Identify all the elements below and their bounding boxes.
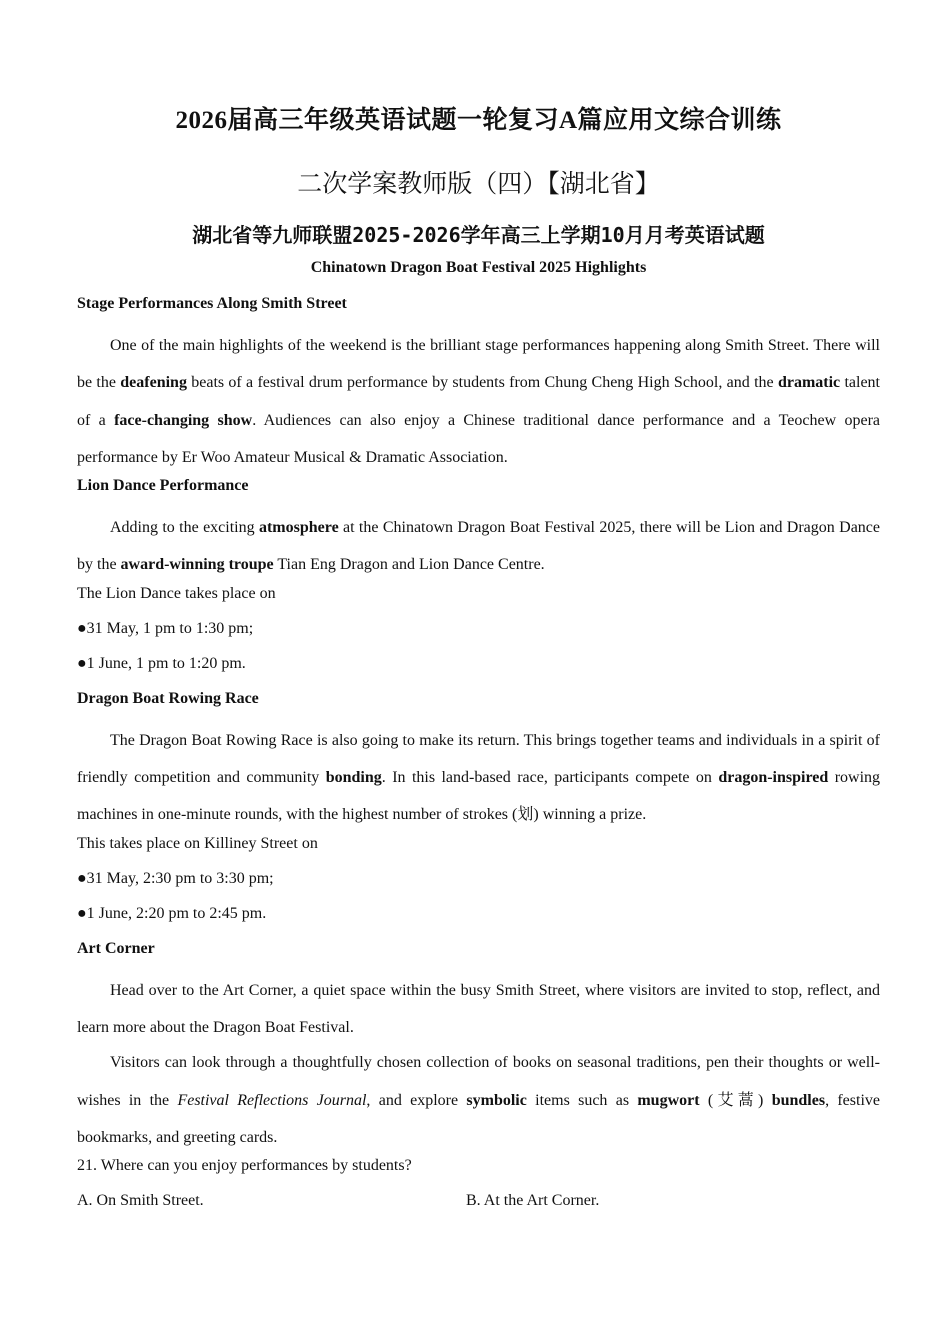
list-item: ●31 May, 1 pm to 1:30 pm;: [77, 619, 254, 637]
lion-schedule-intro: The Lion Dance takes place on: [77, 584, 276, 602]
option-b: B. At the Art Corner.: [466, 1192, 600, 1210]
section-heading-art: Art Corner: [77, 939, 155, 957]
passage-title: Chinatown Dragon Boat Festival 2025 Highlights: [310, 259, 647, 276]
document-title: 2026届高三年级英语试题一轮复习A篇应用文综合训练: [175, 107, 782, 134]
question-stem: 21. Where can you enjoy performances by students?: [77, 1157, 412, 1175]
paragraph-art-2: Visitors can look through a thoughtfully chosen collection of books on seasonal traditions, pen their thoughts or well-wishes in the Festival Reflections Journal, and explore symbolic items such as mugwort (艾蒿) bundles, festive bookmarks, and greeting cards.: [77, 1054, 881, 1146]
answer-options: [77, 1189, 880, 1213]
list-item: ●1 June, 1 pm to 1:20 pm.: [77, 654, 246, 672]
passage-body: [77, 292, 880, 1213]
paragraph-art-1: Head over to the Art Corner, a quiet space within the busy Smith Street, where visitors are invited to stop, reflect, and learn more about the Dragon Boat Festival.: [77, 981, 880, 1036]
list-item: ●1 June, 2:20 pm to 2:45 pm.: [77, 904, 267, 922]
section-heading-lion: Lion Dance Performance: [77, 477, 249, 495]
document-subtitle: 二次学案教师版（四）【湖北省】: [297, 171, 660, 198]
paragraph-stage: One of the main highlights of the weekend is the brilliant stage performances happening along Smith Street. There will be the deafening beats of a festival drum performance by students from Chung Cheng High School, and the dramatic talent of a face-changing show. Audiences can also enjoy a Chinese traditional dance performance and a Teochew opera performance by Er Woo Amateur Musical & Dramatic Association.: [77, 337, 881, 466]
paragraph-dragon: The Dragon Boat Rowing Race is also going to make its return. This brings together teams and individuals in a spirit of friendly competition and community bonding. In this land-based race, participants compete on dragon-inspired rowing machines in one-minute rounds, with the highest number of strokes (划) winning a prize.: [77, 731, 881, 824]
section-heading-stage: Stage Performances Along Smith Street: [77, 295, 347, 312]
list-item: ●31 May, 2:30 pm to 3:30 pm;: [77, 869, 274, 887]
exam-source-title: 湖北省等九师联盟2025-2026学年高三上学期10月月考英语试题: [192, 223, 765, 247]
dragon-schedule-intro: This takes place on Killiney Street on: [77, 834, 318, 852]
option-a: A. On Smith Street.: [77, 1192, 204, 1210]
section-heading-dragon: Dragon Boat Rowing Race: [77, 689, 259, 707]
paragraph-lion: Adding to the exciting atmosphere at the Chinatown Dragon Boat Festival 2025, there will be Lion and Dragon Dance by the award-winning troupe Tian Eng Dragon and Lion Dance Centre.: [77, 519, 881, 574]
